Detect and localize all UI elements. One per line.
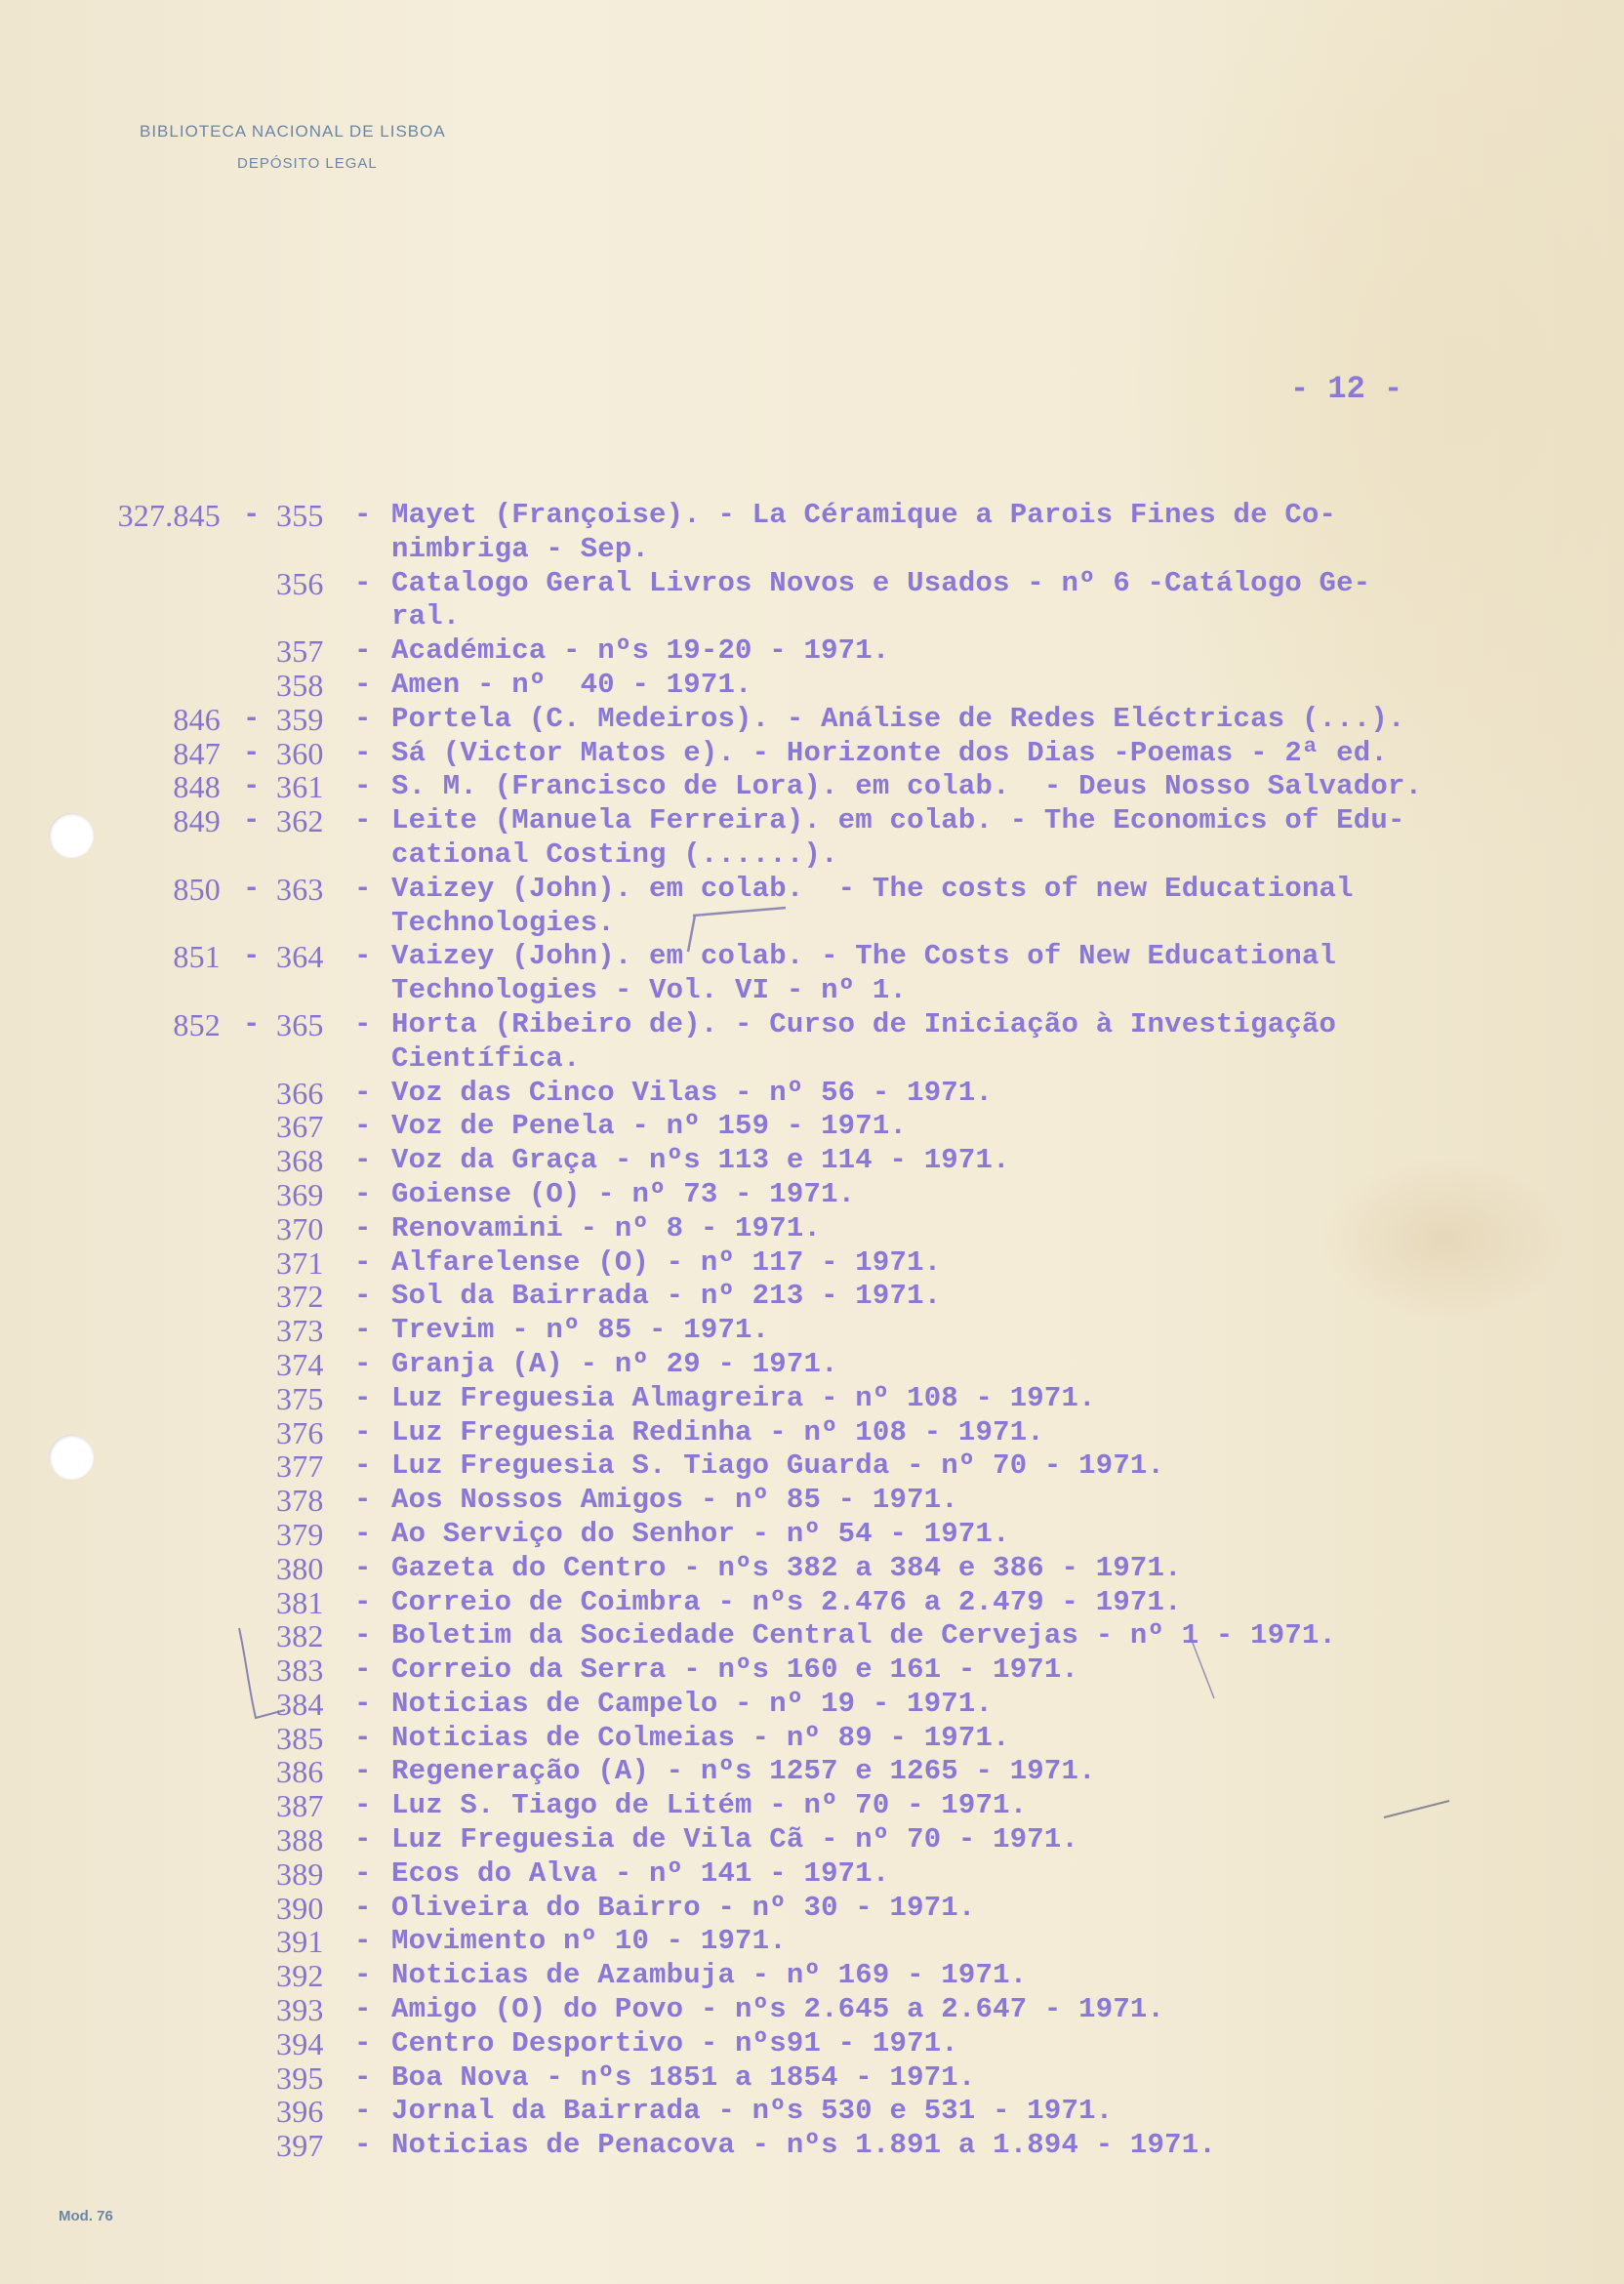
entry-number: 355 (276, 498, 324, 533)
entry-number: 359 (276, 701, 324, 737)
separator-dash: - (354, 634, 372, 668)
separator-dash: - (243, 804, 261, 837)
entry-number: 377 (276, 1448, 324, 1485)
header-institution: BIBLIOTECA NACIONAL DE LISBOA (140, 122, 446, 141)
separator-dash: - (354, 872, 372, 905)
catalog-entry (0, 1552, 1624, 1586)
entry-text: Trevim - nº 85 - 1971. (391, 1314, 770, 1347)
catalog-entry (0, 1348, 1624, 1382)
separator-dash: - (354, 1314, 372, 1347)
entry-number: 361 (276, 769, 324, 805)
catalog-entry (0, 634, 1624, 669)
catalog-entry (0, 1892, 1624, 1926)
entry-number: 381 (276, 1584, 324, 1620)
entry-number: 379 (276, 1516, 324, 1552)
entry-text: Regeneração (A) - nºs 1257 e 1265 - 1971. (391, 1755, 1096, 1788)
entry-first-line (0, 1959, 1624, 1993)
entry-first-line (0, 770, 1624, 804)
separator-dash: - (243, 499, 261, 531)
entry-number: 363 (276, 871, 324, 907)
catalog-entry (0, 567, 1624, 635)
separator-dash: - (354, 499, 372, 531)
entry-text: Technologies - Vol. VI - nº 1. (391, 974, 908, 1007)
separator-dash: - (354, 1076, 372, 1109)
entry-first-line (0, 1586, 1624, 1620)
entry-number: 372 (276, 1279, 324, 1315)
entry-first-line (0, 1178, 1624, 1212)
entry-first-line (0, 940, 1624, 974)
entry-text: Académica - nºs 19-20 - 1971. (391, 634, 890, 668)
entry-number: 391 (276, 1924, 324, 1960)
entry-first-line (0, 2061, 1624, 2096)
entry-text: Amigo (O) do Povo - nºs 2.645 a 2.647 - 1971. (391, 1993, 1165, 2026)
separator-dash: - (354, 1891, 372, 1924)
entry-first-line (0, 1722, 1624, 1756)
separator-dash: - (354, 1789, 372, 1822)
entry-text: Mayet (Françoise). - La Céramique a Parois Fines de Co- (391, 499, 1337, 531)
entry-first-line (0, 1552, 1624, 1586)
entry-first-line (0, 1518, 1624, 1552)
catalog-entry (0, 1619, 1624, 1653)
separator-dash: - (243, 770, 261, 803)
entry-first-line (0, 499, 1624, 533)
catalog-entry (0, 770, 1624, 804)
entry-continuation-line (0, 533, 1624, 567)
entry-continuation-line (0, 907, 1624, 941)
separator-dash: - (354, 1211, 372, 1244)
entry-number: 397 (276, 2128, 324, 2164)
separator-dash: - (354, 940, 372, 973)
catalog-entry (0, 1110, 1624, 1144)
catalog-entry (0, 703, 1624, 737)
catalog-entry (0, 2129, 1624, 2163)
entry-number: 389 (276, 1856, 324, 1892)
separator-dash: - (243, 1007, 261, 1040)
catalog-entry (0, 1314, 1624, 1348)
entry-first-line (0, 804, 1624, 838)
entry-number: 396 (276, 2094, 324, 2130)
entry-text: Ao Serviço do Senhor - nº 54 - 1971. (391, 1517, 1010, 1550)
catalog-entry (0, 1416, 1624, 1450)
catalog-entry (0, 2061, 1624, 2096)
separator-dash: - (354, 1721, 372, 1754)
entry-first-line (0, 2095, 1624, 2129)
entry-text: Luz Freguesia Almagreira - nº 108 - 1971. (391, 1381, 1096, 1414)
catalog-entry (0, 1280, 1624, 1314)
catalog-entry (0, 1789, 1624, 1823)
entry-text: Jornal da Bairrada - nºs 530 e 531 - 1971. (391, 2095, 1114, 2128)
entry-first-line (0, 1925, 1624, 1959)
separator-dash: - (354, 1925, 372, 1958)
entry-text: nimbriga - Sep. (391, 532, 650, 565)
entry-text: Goiense (O) - nº 73 - 1971. (391, 1177, 856, 1210)
entry-number: 383 (276, 1652, 324, 1689)
entry-first-line (0, 1688, 1624, 1722)
catalog-entry (0, 499, 1624, 567)
entry-text: S. M. (Francisco de Lora). em colab. - Deus Nosso Salvador. (391, 770, 1423, 803)
separator-dash: - (354, 1144, 372, 1177)
entry-number: 378 (276, 1483, 324, 1519)
catalog-entry (0, 1178, 1624, 1212)
separator-dash: - (354, 1415, 372, 1448)
register-number: 327.845 (117, 498, 221, 533)
separator-dash: - (354, 1484, 372, 1517)
entry-text: Technologies. (391, 906, 615, 939)
entry-continuation-line (0, 1042, 1624, 1077)
entry-number: 394 (276, 2025, 324, 2061)
catalog-entry (0, 1246, 1624, 1281)
entry-number: 387 (276, 1788, 324, 1824)
entry-number: 393 (276, 1992, 324, 2028)
separator-dash: - (354, 1993, 372, 2026)
catalog-entry (0, 1212, 1624, 1246)
separator-dash: - (354, 770, 372, 803)
register-number: 852 (173, 1006, 221, 1042)
entry-number: 366 (276, 1075, 324, 1111)
entry-first-line (0, 567, 1624, 601)
entry-first-line (0, 1212, 1624, 1246)
entry-first-line (0, 1484, 1624, 1518)
entry-text: Oliveira do Bairro - nº 30 - 1971. (391, 1891, 976, 1924)
catalog-entry (0, 1077, 1624, 1111)
entry-text: Luz Freguesia Redinha - nº 108 - 1971. (391, 1415, 1044, 1448)
entry-text: Noticias de Azambuja - nº 169 - 1971. (391, 1959, 1028, 1992)
entry-continuation-line (0, 600, 1624, 634)
separator-dash: - (354, 566, 372, 599)
entry-text: Noticias de Campelo - nº 19 - 1971. (391, 1687, 994, 1720)
separator-dash: - (243, 702, 261, 735)
separator-dash: - (354, 1653, 372, 1687)
entry-continuation-line (0, 974, 1624, 1008)
separator-dash: - (243, 940, 261, 973)
entry-first-line (0, 1892, 1624, 1926)
entry-number: 360 (276, 735, 324, 771)
register-number: 849 (173, 803, 221, 839)
entry-first-line (0, 1144, 1624, 1178)
separator-dash: - (354, 1177, 372, 1210)
entry-number: 375 (276, 1380, 324, 1416)
entry-text: Científica. (391, 1041, 581, 1075)
separator-dash: - (354, 2095, 372, 2128)
entry-text: Voz de Penela - nº 159 - 1971. (391, 1110, 908, 1143)
separator-dash: - (354, 1347, 372, 1380)
entry-text: Catalogo Geral Livros Novos e Usados - nº 6 -Catálogo Ge- (391, 566, 1371, 599)
entry-text: Voz da Graça - nºs 113 e 114 - 1971. (391, 1144, 1010, 1177)
register-number: 850 (173, 871, 221, 907)
entry-number: 367 (276, 1109, 324, 1145)
entry-first-line (0, 1382, 1624, 1416)
catalog-entry (0, 1008, 1624, 1077)
separator-dash: - (354, 1687, 372, 1720)
entry-number: 392 (276, 1958, 324, 1994)
catalog-entry (0, 2095, 1624, 2129)
catalog-entry (0, 1722, 1624, 1756)
entry-first-line (0, 703, 1624, 737)
entry-first-line (0, 1755, 1624, 1789)
catalog-entry (0, 1653, 1624, 1688)
entry-number: 371 (276, 1244, 324, 1281)
entry-number: 368 (276, 1143, 324, 1179)
register-number: 847 (173, 735, 221, 771)
catalog-entry (0, 1959, 1624, 1993)
entry-text: Luz Freguesia S. Tiago Guarda - nº 70 - 1971. (391, 1449, 1165, 1483)
entry-first-line (0, 873, 1624, 907)
entry-first-line (0, 1789, 1624, 1823)
separator-dash: - (354, 1381, 372, 1414)
catalog-entry (0, 1518, 1624, 1552)
entry-first-line (0, 1993, 1624, 2027)
catalog-entry (0, 1925, 1624, 1959)
catalog-entry (0, 1823, 1624, 1857)
entry-text: cational Costing (......). (391, 837, 838, 871)
catalog-entry (0, 1484, 1624, 1518)
entry-first-line (0, 1823, 1624, 1857)
entry-text: ral. (391, 600, 461, 633)
entry-first-line (0, 669, 1624, 703)
catalog-entry (0, 737, 1624, 771)
entry-number: 382 (276, 1618, 324, 1654)
entry-text: Boa Nova - nºs 1851 a 1854 - 1971. (391, 2060, 976, 2094)
entry-first-line (0, 1110, 1624, 1144)
catalog-entry (0, 1993, 1624, 2027)
entry-text: Amen - nº 40 - 1971. (391, 668, 752, 701)
entry-list (0, 499, 1624, 2163)
separator-dash: - (354, 1959, 372, 1992)
separator-dash: - (354, 1280, 372, 1313)
separator-dash: - (354, 1856, 372, 1890)
catalog-entry (0, 940, 1624, 1008)
catalog-entry (0, 1144, 1624, 1178)
entry-text: Vaizey (John). em colab. - The Costs of New Educational (391, 940, 1337, 973)
entry-number: 357 (276, 633, 324, 670)
entry-number: 369 (276, 1176, 324, 1212)
catalog-entry (0, 804, 1624, 873)
separator-dash: - (354, 2129, 372, 2162)
entry-first-line (0, 2027, 1624, 2061)
entry-number: 370 (276, 1210, 324, 1246)
entry-first-line (0, 1314, 1624, 1348)
entry-number: 376 (276, 1414, 324, 1450)
separator-dash: - (243, 872, 261, 905)
entry-text: Ecos do Alva - nº 141 - 1971. (391, 1856, 890, 1890)
entry-number: 395 (276, 2060, 324, 2096)
catalog-entry (0, 669, 1624, 703)
entry-text: Boletim da Sociedade Central de Cervejas - nº 1 - 1971. (391, 1619, 1337, 1652)
catalog-entry (0, 1382, 1624, 1416)
entry-number: 374 (276, 1346, 324, 1382)
entry-text: Noticias de Penacova - nºs 1.891 a 1.894 - 1971. (391, 2129, 1216, 2162)
register-number: 846 (173, 701, 221, 737)
entry-text: Alfarelense (O) - nº 117 - 1971. (391, 1245, 942, 1279)
entry-continuation-line (0, 838, 1624, 873)
entry-text: Portela (C. Medeiros). - Análise de Redes Eléctricas (...). (391, 702, 1405, 735)
header-department: DEPÓSITO LEGAL (237, 155, 378, 172)
entry-text: Gazeta do Centro - nºs 382 a 384 e 386 - 1971. (391, 1551, 1182, 1584)
entry-number: 386 (276, 1754, 324, 1790)
entry-first-line (0, 1280, 1624, 1314)
catalog-entry (0, 1688, 1624, 1722)
separator-dash: - (354, 1585, 372, 1618)
entry-text: Movimento nº 10 - 1971. (391, 1925, 787, 1958)
entry-first-line (0, 2129, 1624, 2163)
separator-dash: - (354, 2060, 372, 2094)
catalog-entry (0, 1755, 1624, 1789)
entry-first-line (0, 1246, 1624, 1281)
entry-first-line (0, 1449, 1624, 1484)
separator-dash: - (354, 1517, 372, 1550)
entry-text: Sol da Bairrada - nº 213 - 1971. (391, 1280, 942, 1313)
entry-first-line (0, 634, 1624, 669)
entry-text: Leite (Manuela Ferreira). em colab. - The Economics of Edu- (391, 804, 1405, 837)
entry-text: Noticias de Colmeias - nº 89 - 1971. (391, 1721, 1010, 1754)
entry-number: 380 (276, 1550, 324, 1586)
register-number: 851 (173, 939, 221, 975)
entry-first-line (0, 1619, 1624, 1653)
entry-number: 358 (276, 667, 324, 703)
form-model-label: Mod. 76 (59, 2208, 113, 2224)
catalog-entry (0, 1857, 1624, 1892)
entry-text: Renovamini - nº 8 - 1971. (391, 1211, 822, 1244)
entry-first-line (0, 1348, 1624, 1382)
entry-number: 364 (276, 939, 324, 975)
separator-dash: - (354, 736, 372, 769)
entry-text: Correio da Serra - nºs 160 e 161 - 1971. (391, 1653, 1079, 1687)
entry-first-line (0, 737, 1624, 771)
separator-dash: - (354, 1755, 372, 1788)
separator-dash: - (354, 1110, 372, 1143)
entry-first-line (0, 1857, 1624, 1892)
entry-text: Centro Desportivo - nºs91 - 1971. (391, 2026, 958, 2060)
entry-text: Correio de Coimbra - nºs 2.476 a 2.479 - 1971. (391, 1585, 1182, 1618)
catalog-entry (0, 1449, 1624, 1484)
entry-number: 384 (276, 1686, 324, 1722)
separator-dash: - (354, 1449, 372, 1483)
separator-dash: - (354, 804, 372, 837)
catalog-entry (0, 1586, 1624, 1620)
entry-text: Vaizey (John). em colab. - The costs of new Educational (391, 872, 1354, 905)
entry-number: 390 (276, 1890, 324, 1926)
entry-number: 356 (276, 565, 324, 601)
entry-text: Granja (A) - nº 29 - 1971. (391, 1347, 838, 1380)
separator-dash: - (354, 1619, 372, 1652)
entry-number: 385 (276, 1720, 324, 1756)
entry-text: Luz Freguesia de Vila Cã - nº 70 - 1971. (391, 1823, 1079, 1856)
separator-dash: - (354, 2026, 372, 2060)
entry-first-line (0, 1077, 1624, 1111)
entry-text: Sá (Victor Matos e). - Horizonte dos Dias -Poemas - 2ª ed. (391, 736, 1388, 769)
separator-dash: - (354, 1823, 372, 1856)
separator-dash: - (354, 702, 372, 735)
separator-dash: - (354, 1551, 372, 1584)
entry-number: 362 (276, 803, 324, 839)
entry-first-line (0, 1416, 1624, 1450)
entry-text: Voz das Cinco Vilas - nº 56 - 1971. (391, 1076, 994, 1109)
entry-number: 373 (276, 1313, 324, 1349)
separator-dash: - (243, 736, 261, 769)
entry-number: 388 (276, 1822, 324, 1858)
catalog-entry (0, 2027, 1624, 2061)
entry-first-line (0, 1653, 1624, 1688)
register-number: 848 (173, 769, 221, 805)
entry-text: Luz S. Tiago de Litém - nº 70 - 1971. (391, 1789, 1028, 1822)
entry-first-line (0, 1008, 1624, 1042)
entry-number: 365 (276, 1006, 324, 1042)
separator-dash: - (354, 668, 372, 701)
entry-text: Horta (Ribeiro de). - Curso de Iniciação à Investigação (391, 1007, 1337, 1040)
catalog-entry (0, 873, 1624, 941)
page-number: - 12 - (1290, 371, 1403, 407)
separator-dash: - (354, 1245, 372, 1279)
entry-text: Aos Nossos Amigos - nº 85 - 1971. (391, 1484, 958, 1517)
separator-dash: - (354, 1007, 372, 1040)
